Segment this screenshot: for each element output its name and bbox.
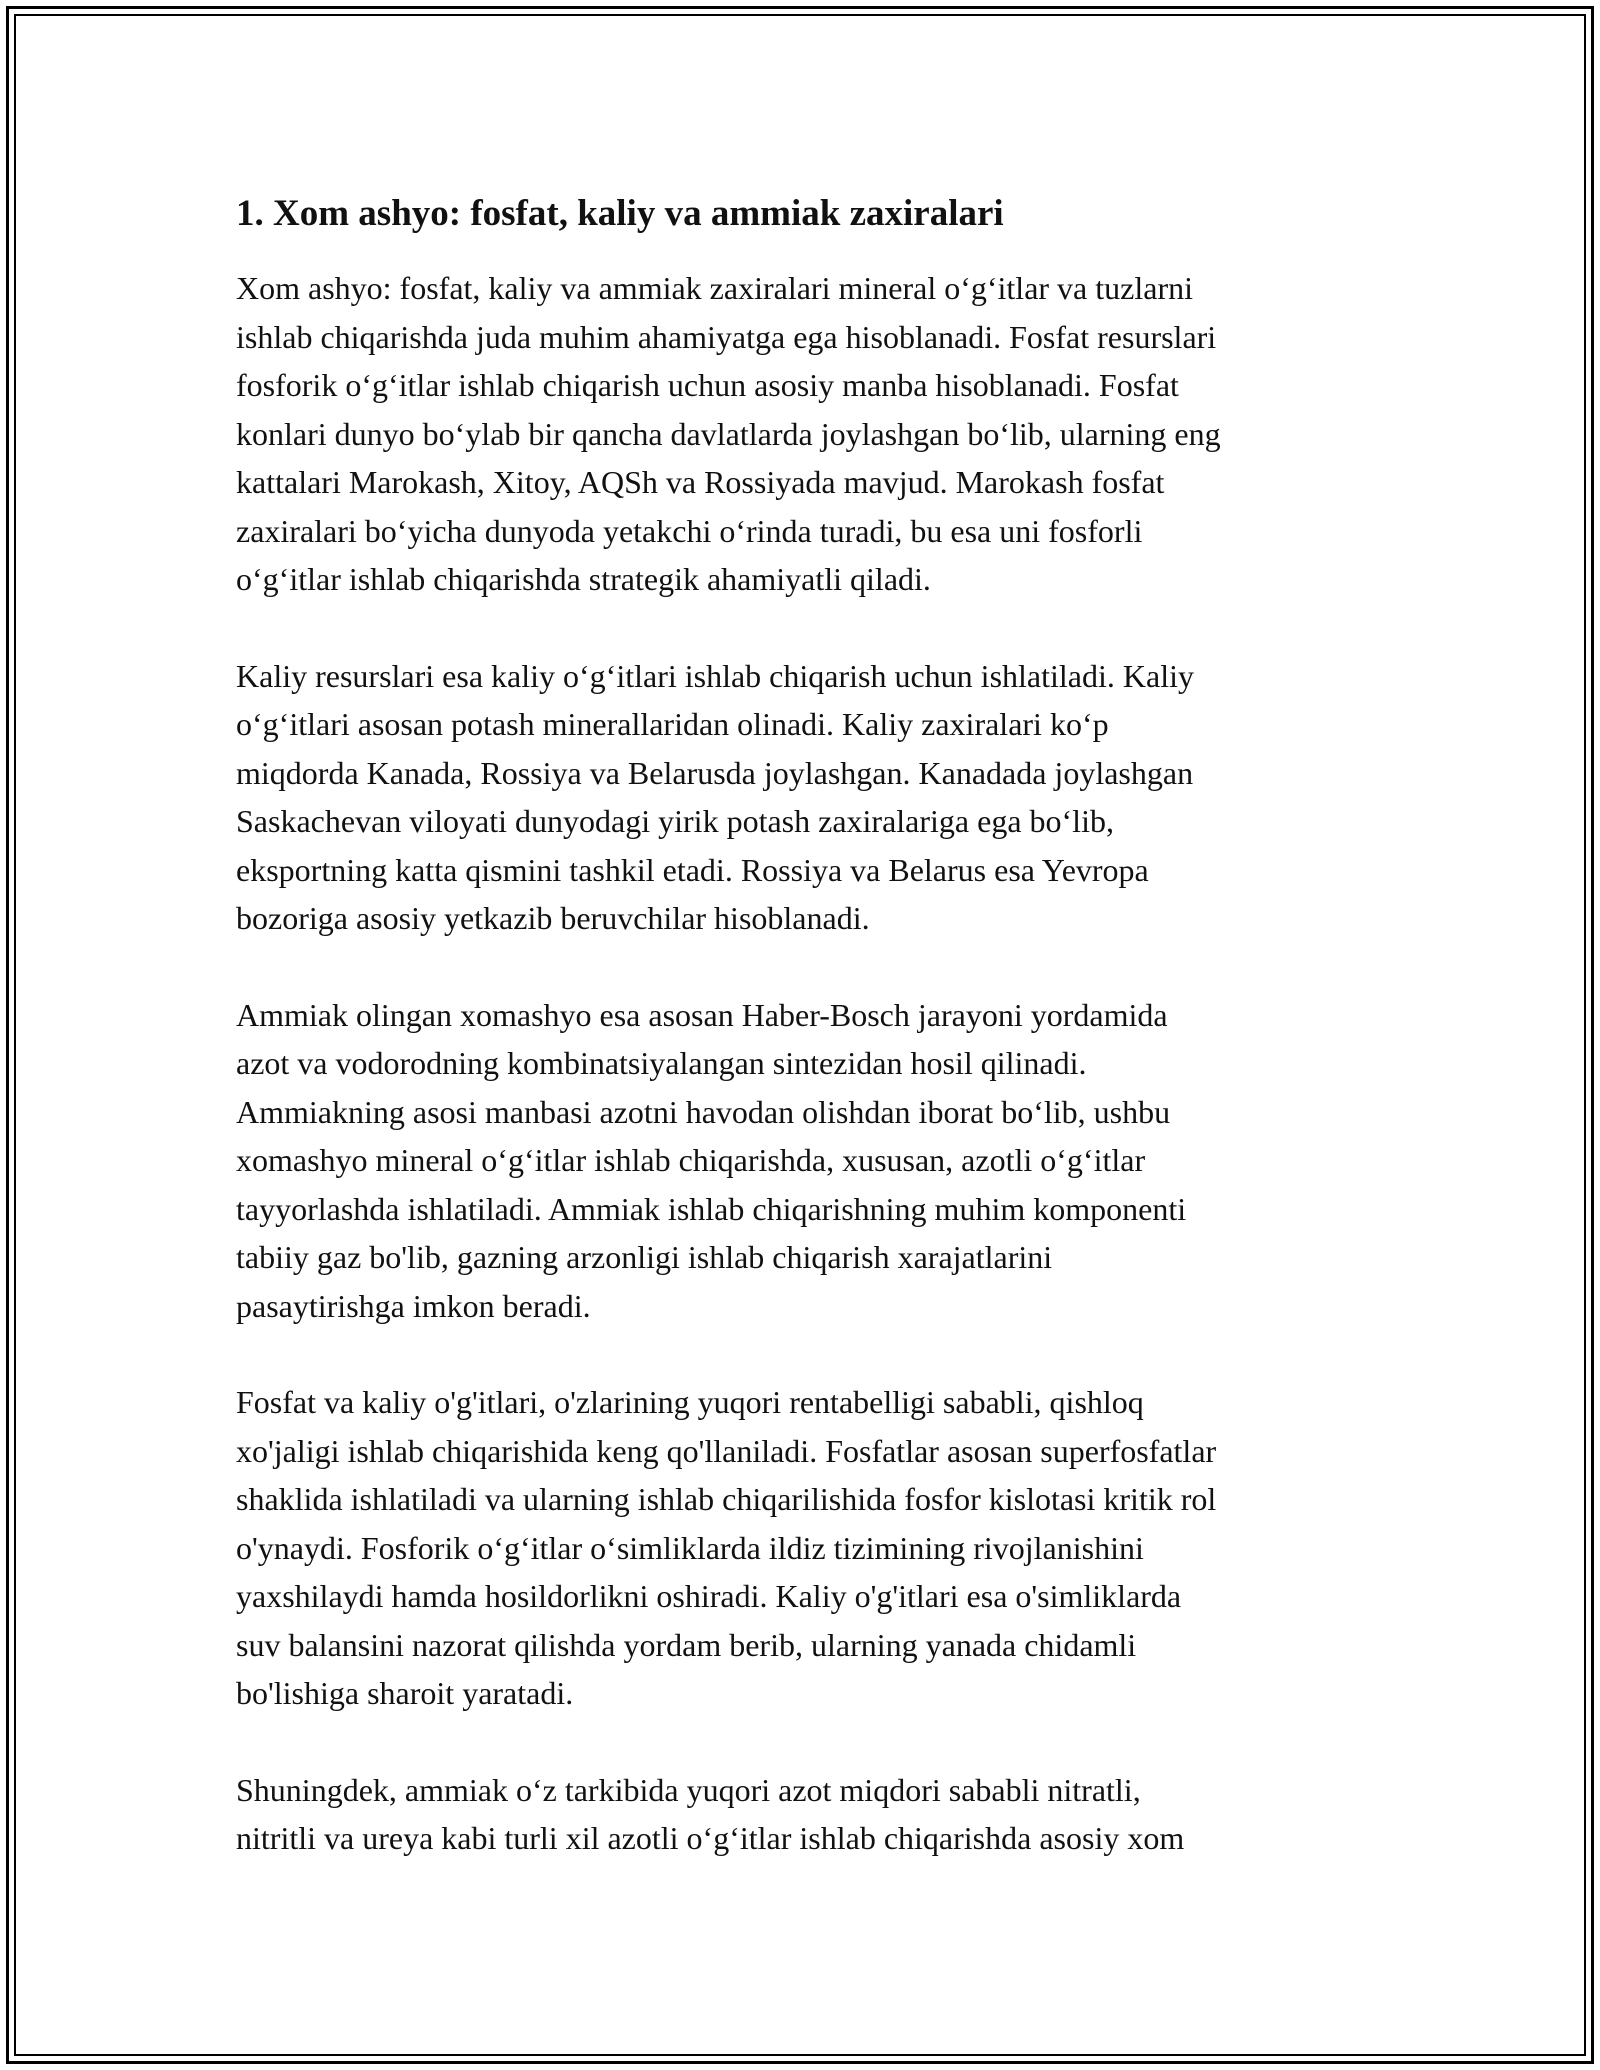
document-body — [236, 188, 1376, 1911]
paragraph-fertilizer-use: Fosfat va kaliy o'g'itlari, o'zlarining yuqori rentabelligi sababli, qishloq xo'jaligi ishlab chiqarishida keng qo'llaniladi. Fosfatlar asosan superfosfatlar shaklida ishlatiladi va ularning ishlab chiqarilishida fosfor kislotasi kritik rol o'ynaydi. Fosforik o‘g‘itlar o‘simliklarda ildiz tizimining rivojlanishini yaxshilaydi hamda hosildorlikni oshiradi. Kaliy o'g'itlari esa o'simliklarda suv balansini nazorat qilishda yordam berib, ularning yanada chidamli bo'lishiga sharoit yaratadi. — [236, 1384, 1217, 1711]
paragraph-potassium: Kaliy resurslari esa kaliy o‘g‘itlari ishlab chiqarish uchun ishlatiladi. Kaliy o‘g‘itlari asosan potash minerallaridan olinadi. Kaliy zaxiralari ko‘p miqdorda Kanada, Rossiya va Belarusda joylashgan. Kanadada joylashgan Saskachevan viloyati dunyodagi yirik potash zaxiralariga ega bo‘lib, eksportning katta qismini tashkil etadi. Rossiya va Belarus esa Yevropa bozoriga asosiy yetkazib beruvchilar hisoblanadi. — [236, 657, 1194, 936]
section-heading: 1. Xom ashyo: fosfat, kaliy va ammiak zaxiralari — [236, 193, 1004, 234]
paragraph-ammonia-nitrogen: Shuningdek, ammiak o‘z tarkibida yuqori azot miqdori sababli nitratli, nitritli va ureya kabi turli xil azotli o‘g‘itlar ishlab chiqarishda asosiy xom — [236, 1771, 1185, 1856]
paragraph-ammonia: Ammiak olingan xomashyo esa asosan Haber-Bosch jarayoni yordamida azot va vodorodning kombinatsiyalangan sintezidan hosil qilinadi. Ammiakning asosi manbasi azotni havodan olishdan iborat bo‘lib, ushbu xomashyo mineral o‘g‘itlar ishlab chiqarishda, xususan, azotli o‘g‘itlar tayyorlashda ishlatiladi. Ammiak ishlab chiqarishning muhim komponenti tabiiy gaz bo'lib, gazning arzonligi ishlab chiqarish xarajatlarini pasaytirishga imkon beradi. — [236, 996, 1187, 1324]
paragraph-phosphate: Xom ashyo: fosfat, kaliy va ammiak zaxiralari mineral o‘g‘itlar va tuzlarni ishlab chiqarishda juda muhim ahamiyatga ega hisoblanadi. Fosfat resurslari fosforik o‘g‘itlar ishlab chiqarish uchun asosiy manba hisoblanadi. Fosfat konlari dunyo bo‘ylab bir qancha davlatlarda joylashgan bo‘lib, ularning eng kattalari Marokash, Xitoy, AQSh va Rossiyada mavjud. Marokash fosfat zaxiralari bo‘yicha dunyoda yetakchi o‘rinda turadi, bu esa uni fosforli o‘g‘itlar ishlab chiqarishda strategik ahamiyatli qiladi. — [236, 270, 1221, 597]
